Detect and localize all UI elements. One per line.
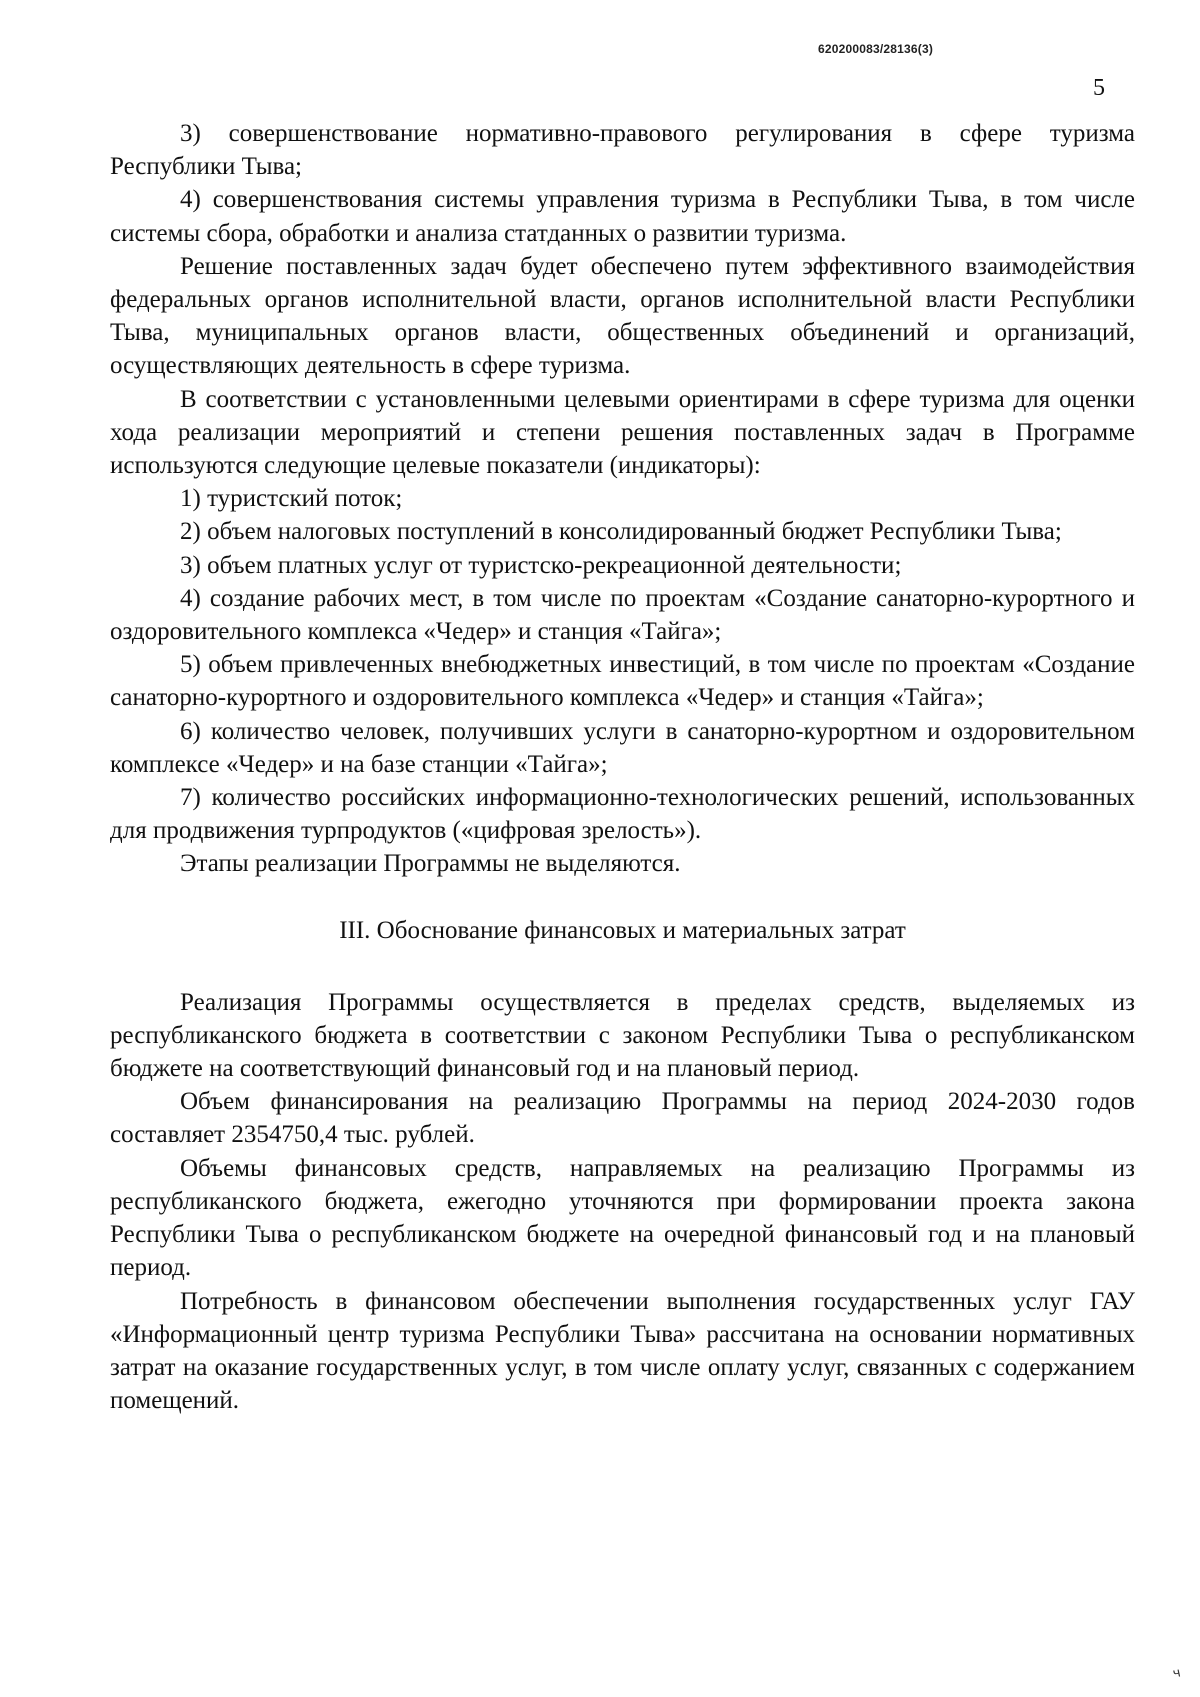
indicator-item-1: 1) туристский поток;	[180, 485, 403, 513]
handwritten-margin-mark: ч	[1171, 1665, 1183, 1682]
indicator-item-7: 7) количество российских информационно-технологических решений, использованных для продвижения турпродуктов («цифровая зрелость»).	[110, 784, 1135, 845]
paragraph-funding-need: Потребность в финансовом обеспечении выполнения государственных услуг ГАУ «Информационный центр туризма Республики Тыва» рассчитана на основании нормативных затрат на оказание государственных услуг, в том числе оплату услуг, связанных с содержанием помещений.	[110, 1287, 1135, 1415]
paragraph-funding-clarification: Объемы финансовых средств, направляемых на реализацию Программы из республиканского бюджета, ежегодно уточняются при формировании проекта закона Республики Тыва о республиканском бюджете на очередной финансовый год и на плановый период.	[110, 1154, 1135, 1282]
page-number: 5	[1093, 75, 1105, 101]
section-heading: III. Обоснование финансовых и материальных затрат	[339, 916, 906, 944]
paragraph-funding-volume: Объем финансирования на реализацию Программы на период 2024-2030 годов составляет 2354750,4 тыс. рублей.	[110, 1088, 1135, 1149]
indicator-item-3: 3) объем платных услуг от туристско-рекреационной деятельности;	[180, 551, 902, 579]
page-body	[110, 117, 1135, 1417]
document-id: 620200083/28136(3)	[818, 42, 934, 56]
indicator-item-4: 4) создание рабочих мест, в том числе по проектам «Создание санаторно-курортного и оздоровительного комплекса «Чедер» и станция «Тайга»;	[110, 584, 1135, 646]
paragraph-indicators-intro: В соответствии с установленными целевыми ориентирами в сфере туризма для оценки хода реализации мероприятий и степени решения поставленных задач в Программе используются следующие целевые показатели (индикаторы):	[110, 385, 1135, 480]
paragraph-interaction: Решение поставленных задач будет обеспечено путем эффективного взаимодействия федеральных органов исполнительной власти, органов исполнительной власти Республики Тыва, муниципальных органов власти, общественных объединений и организаций, осуществляющих деятельность в сфере туризма.	[110, 252, 1135, 380]
paragraph-funding-source: Реализация Программы осуществляется в пределах средств, выделяемых из республиканского бюджета в соответствии с законом Республики Тыва о республиканском бюджете на соответствующий финансовый год и на плановый период.	[110, 988, 1135, 1083]
indicator-item-2: 2) объем налоговых поступлений в консолидированный бюджет Республики Тыва;	[180, 518, 1062, 546]
paragraph-goal-3: 3) совершенствование нормативно-правового регулирования в сфере туризма Республики Тыва;	[110, 120, 1135, 181]
indicator-item-5: 5) объем привлеченных внебюджетных инвестиций, в том числе по проектам «Создание санаторно-курортного и оздоровительного комплекса «Чедер» и станция «Тайга»;	[110, 651, 1135, 712]
paragraph-stages: Этапы реализации Программы не выделяются.	[180, 850, 681, 878]
paragraph-goal-4: 4) совершенствования системы управления туризма в Республики Тыва, в том числе системы сбора, обработки и анализа статданных о развитии туризма.	[110, 186, 1135, 247]
indicator-item-6: 6) количество человек, получивших услуги в санаторно-курортном и оздоровительном комплексе «Чедер» и на базе станции «Тайга»;	[110, 717, 1135, 778]
